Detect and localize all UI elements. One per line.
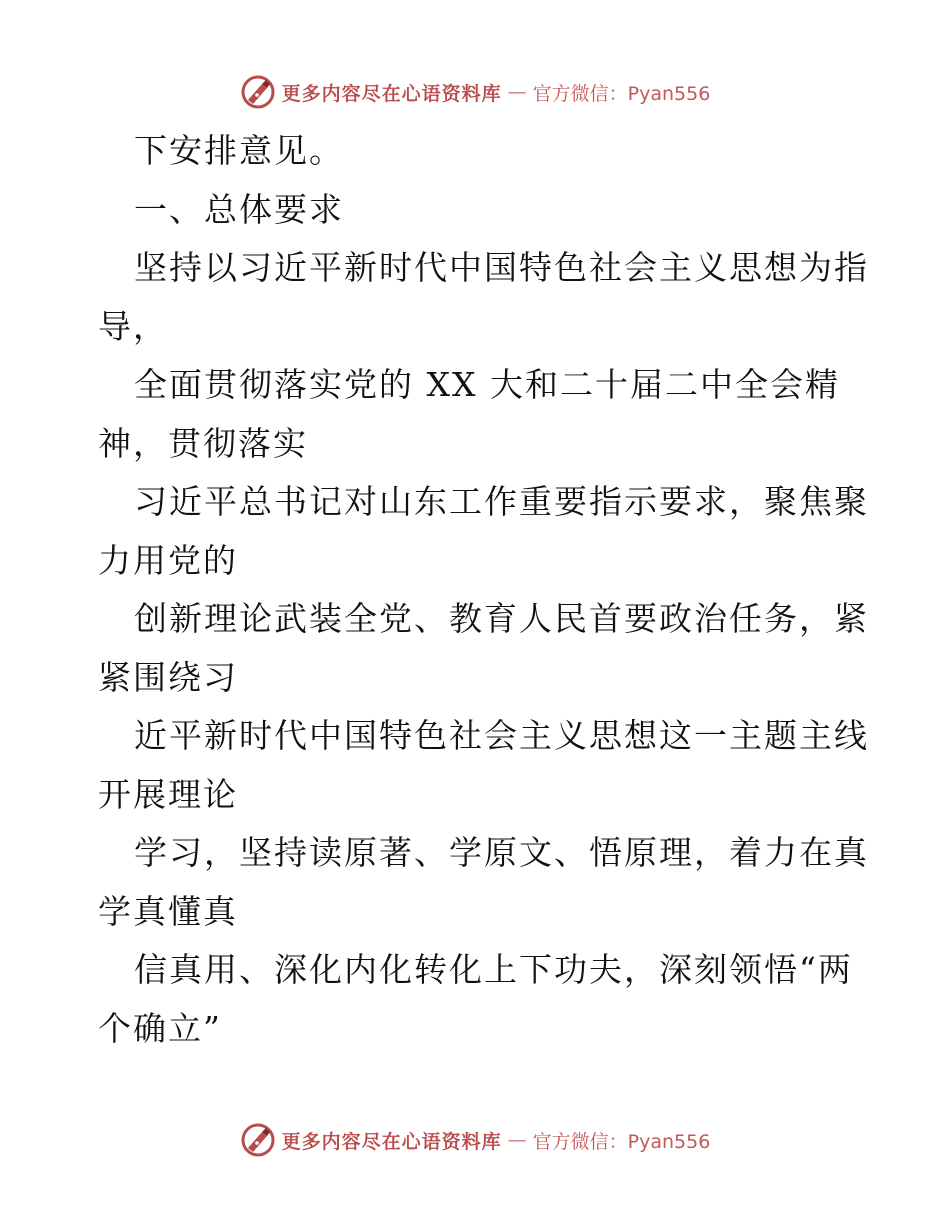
watermark-separator: —	[507, 1129, 527, 1151]
section-heading: 一、总体要求	[134, 189, 344, 229]
document-body	[98, 122, 869, 1058]
pen-nib-logo-icon	[240, 1122, 276, 1158]
pen-nib-logo-icon	[240, 74, 276, 110]
text-line: 紧围绕习	[98, 657, 238, 697]
text-line: 个确立”	[98, 1008, 222, 1048]
text-line: 下安排意见。	[134, 131, 344, 170]
text-line: 神，贯彻落实	[98, 423, 308, 463]
text-line: 坚持以习近平新时代中国特色社会主义思想为指	[134, 248, 869, 287]
text-line: 开展理论	[98, 774, 238, 814]
text-line: 全面贯彻落实党的 XX 大和二十届二中全会精	[134, 365, 840, 404]
watermark-brand-text: 更多内容尽在心语资料库	[281, 1130, 502, 1153]
footer-watermark-banner	[0, 1118, 950, 1162]
text-line: 习近平总书记对山东工作重要指示要求，聚焦聚	[134, 482, 869, 521]
text-line: 创新理论武装全党、教育人民首要政治任务，紧	[134, 599, 869, 638]
watermark-wechat-text: 官方微信：Pyan556	[532, 1130, 711, 1153]
text-line: 力用党的	[98, 540, 238, 580]
text-line: 学真懂真	[98, 891, 238, 931]
text-line: 近平新时代中国特色社会主义思想这一主题主线	[134, 716, 869, 755]
watermark-wechat-text: 官方微信：Pyan556	[532, 82, 711, 105]
text-line: 信真用、深化内化转化上下功夫，深刻领悟“两	[134, 950, 853, 989]
text-line: 导，	[98, 306, 168, 346]
text-line: 学习，坚持读原著、学原文、悟原理，着力在真	[134, 833, 869, 872]
header-watermark-banner	[0, 70, 950, 114]
watermark-separator: —	[507, 81, 527, 103]
watermark-brand-text: 更多内容尽在心语资料库	[281, 82, 502, 105]
